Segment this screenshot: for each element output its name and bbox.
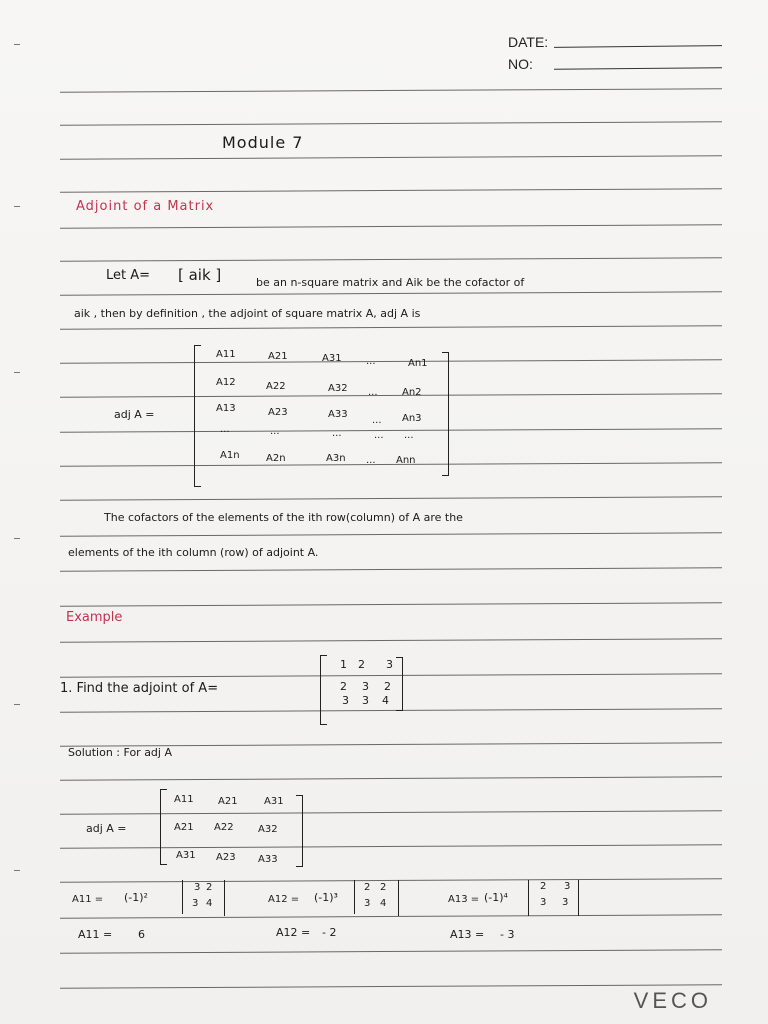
matrix-cell: ... <box>270 426 280 437</box>
ruled-line <box>60 462 722 466</box>
general-adj-right-bracket <box>442 352 449 476</box>
general-adj-label: adj A = <box>114 408 155 421</box>
ruled-line <box>60 188 722 192</box>
date-label: DATE: <box>508 34 549 50</box>
cofactor-sign: (-1)² <box>124 891 148 904</box>
cofactor-result-value: - 2 <box>322 926 337 939</box>
problem-matrix-right-bracket <box>396 657 403 711</box>
ruled-line <box>60 359 722 363</box>
matrix-cell: A1n <box>220 450 240 461</box>
matrix-cell: 3 <box>342 694 349 707</box>
matrix-cell: An3 <box>402 413 422 424</box>
margin-tick <box>14 372 20 373</box>
ruled-line <box>60 708 722 712</box>
matrix-cell: A32 <box>328 383 348 394</box>
matrix-cell: ... <box>220 424 230 435</box>
ruled-line <box>60 567 722 571</box>
determinant-bar <box>224 880 225 916</box>
intro-bracket: [ aik ] <box>178 266 222 284</box>
matrix-cell: 3 <box>564 881 571 892</box>
cofactor-sign: (-1)³ <box>314 891 338 904</box>
cofactor-lhs: A11 = <box>72 894 104 905</box>
adj-symbolic-right-bracket <box>296 795 303 867</box>
matrix-cell: A13 <box>216 403 236 414</box>
example-heading: Example <box>66 610 123 625</box>
matrix-cell: 2 <box>340 680 347 693</box>
matrix-cell: An1 <box>408 358 428 369</box>
matrix-cell: A21 <box>268 351 288 362</box>
matrix-cell: 4 <box>206 898 213 909</box>
matrix-cell: A33 <box>258 854 278 865</box>
intro-line2: aik , then by definition , the adjoint of square matrix A, adj A is <box>74 307 421 320</box>
matrix-cell: A31 <box>322 353 342 364</box>
matrix-cell: ... <box>404 430 414 441</box>
matrix-cell: ... <box>372 415 382 426</box>
matrix-cell: A23 <box>268 407 288 418</box>
ruled-line <box>60 496 722 500</box>
matrix-cell: Ann <box>396 455 416 466</box>
cofactor-sign: (-1)⁴ <box>484 891 508 904</box>
margin-tick <box>14 44 20 45</box>
adj-symbolic-label: adj A = <box>86 822 127 835</box>
no-label: NO: <box>508 56 533 72</box>
ruled-line <box>60 325 722 329</box>
matrix-cell: ... <box>332 428 342 439</box>
margin-tick <box>14 206 20 207</box>
matrix-cell: A22 <box>214 822 234 833</box>
matrix-cell: 2 <box>540 881 547 892</box>
note-line1: The cofactors of the elements of the ith row(column) of A are the <box>104 511 463 524</box>
matrix-cell: A22 <box>266 381 286 392</box>
matrix-cell: A32 <box>258 824 278 835</box>
cofactor-result-value: 6 <box>138 928 145 941</box>
matrix-cell: ... <box>366 455 376 466</box>
matrix-cell: A31 <box>264 796 284 807</box>
matrix-cell: A33 <box>328 409 348 420</box>
matrix-cell: ... <box>366 356 376 367</box>
matrix-cell: 3 <box>562 897 569 908</box>
ruled-line <box>60 673 722 677</box>
determinant-bar <box>182 880 183 914</box>
ruled-line <box>60 949 722 953</box>
problem-matrix-left-bracket <box>320 655 327 725</box>
page-title: Module 7 <box>222 133 304 152</box>
matrix-cell: A2n <box>266 453 286 464</box>
determinant-bar <box>528 880 529 916</box>
matrix-cell: 2 <box>364 882 371 893</box>
matrix-cell: A21 <box>218 796 238 807</box>
general-adj-left-bracket <box>194 345 201 487</box>
ruled-line <box>60 291 722 295</box>
ruled-line <box>60 532 722 536</box>
ruled-line <box>60 393 722 397</box>
ruled-line <box>60 257 722 261</box>
matrix-cell: ... <box>368 387 378 398</box>
ruled-line <box>60 638 722 642</box>
matrix-cell: 4 <box>382 694 389 707</box>
matrix-cell: 2 <box>384 680 391 693</box>
ruled-line <box>60 984 722 988</box>
matrix-cell: 4 <box>380 898 387 909</box>
cofactor-lhs: A13 = <box>448 894 480 905</box>
intro-line1: be an n-square matrix and Aik be the cofactor of <box>256 276 525 289</box>
matrix-cell: A11 <box>216 349 236 360</box>
matrix-cell: 1 <box>340 658 347 671</box>
matrix-cell: A12 <box>216 377 236 388</box>
matrix-cell: A23 <box>216 852 236 863</box>
determinant-bar <box>578 880 579 916</box>
ruled-line <box>60 155 722 159</box>
cofactor-result-label: A13 = <box>450 928 485 941</box>
cofactor-result-label: A11 = <box>78 928 113 941</box>
matrix-cell: 3 <box>362 680 369 693</box>
determinant-bar <box>354 880 355 914</box>
matrix-cell: A21 <box>174 822 194 833</box>
section-heading: Adjoint of a Matrix <box>76 199 215 214</box>
matrix-cell: 3 <box>386 658 393 671</box>
cofactor-result-label: A12 = <box>276 926 311 939</box>
matrix-cell: A31 <box>176 850 196 861</box>
matrix-cell: 3 <box>362 694 369 707</box>
ruled-line <box>60 602 722 606</box>
brand-logo: VECO <box>633 988 712 1013</box>
ruled-line <box>60 428 722 432</box>
matrix-cell: 3 <box>192 898 199 909</box>
margin-tick <box>14 704 20 705</box>
ruled-line <box>60 914 722 918</box>
note-line2: elements of the ith column (row) of adjoint A. <box>68 546 319 559</box>
date-line <box>554 45 722 48</box>
ruled-line <box>60 776 722 780</box>
matrix-cell: 3 <box>194 882 201 893</box>
no-line <box>554 67 722 69</box>
ruled-line <box>60 88 722 92</box>
solution-label: Solution : For adj A <box>68 746 172 759</box>
intro-prefix: Let A= <box>106 268 151 283</box>
matrix-cell: 2 <box>206 882 213 893</box>
adj-symbolic-left-bracket <box>160 789 167 865</box>
margin-tick <box>14 870 20 871</box>
matrix-cell: 2 <box>358 658 365 671</box>
ruled-line <box>60 121 722 125</box>
matrix-cell: A11 <box>174 794 194 805</box>
cofactor-lhs: A12 = <box>268 894 300 905</box>
matrix-cell: An2 <box>402 387 422 398</box>
problem-text: 1. Find the adjoint of A= <box>60 681 219 696</box>
matrix-cell: 3 <box>540 897 547 908</box>
ruled-line <box>60 878 722 882</box>
ruled-line <box>60 224 722 228</box>
matrix-cell: 3 <box>364 898 371 909</box>
matrix-cell: ... <box>374 430 384 441</box>
cofactor-result-value: - 3 <box>500 928 515 941</box>
matrix-cell: A3n <box>326 453 346 464</box>
determinant-bar <box>398 880 399 916</box>
margin-tick <box>14 538 20 539</box>
matrix-cell: 2 <box>380 882 387 893</box>
